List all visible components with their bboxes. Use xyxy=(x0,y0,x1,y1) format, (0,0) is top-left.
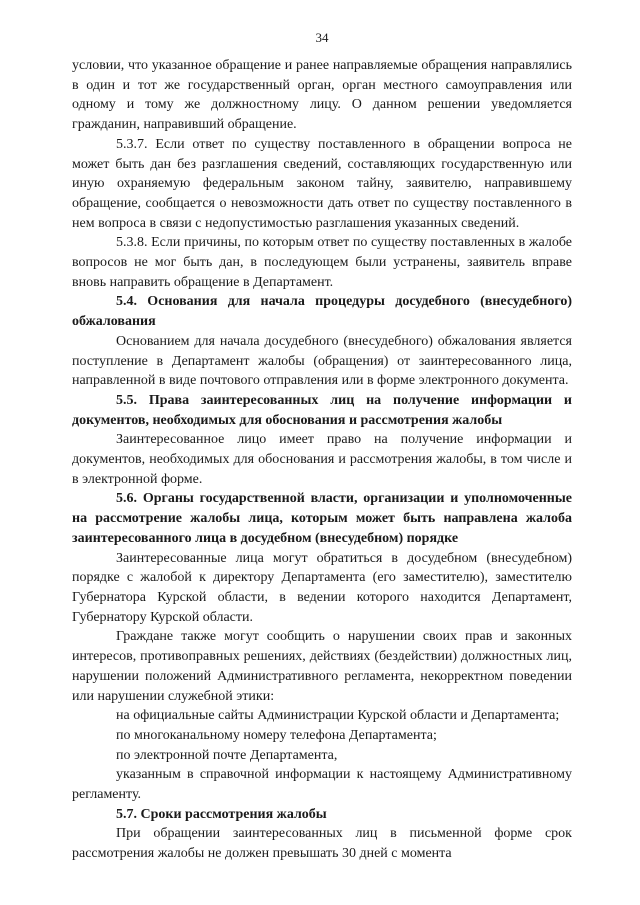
paragraph-5-7-body: При обращении заинтересованных лиц в письменной форме срок рассмотрения жалобы не должен превышать 30 дней с момента xyxy=(72,826,572,862)
document-page xyxy=(72,0,572,905)
paragraph-5-3-7: 5.3.7. Если ответ по существу поставленного в обращении вопроса не может быть дан без разглашения сведений, составляющих государственную или иную охраняемую федеральным законом тайну, заявителю, направившему обращение, сообщается о невозможности дать ответ по существу поставленного в нем вопроса в связи с недопустимостью разглашения указанных сведений. xyxy=(72,136,572,231)
list-item-email: по электронной почте Департамента, xyxy=(116,747,338,763)
section-heading-5-7: 5.7. Сроки рассмотрения жалобы xyxy=(116,806,327,822)
paragraph-5-6-citizens: Граждане также могут сообщить о нарушении своих прав и законных интересов, противоправных решениях, действиях (бездействии) должностных лиц, нарушении положений Административного регламента, некорректном поведении или нарушении служебной этики: xyxy=(72,629,572,704)
list-item-reference: указанным в справочной информации к настоящему Административному регламенту. xyxy=(72,767,572,803)
list-item-websites: на официальные сайты Администрации Курской области и Департамента; xyxy=(116,708,560,724)
section-heading-5-6: 5.6. Органы государственной власти, организации и уполномоченные на рассмотрение жалобы лица, которым может быть направлена жалоба заинтересованного лица в досудебном (внесудебном) порядке xyxy=(72,491,572,546)
paragraph-5-5-body: Заинтересованное лицо имеет право на получение информации и документов, необходимых для обоснования и рассмотрения жалобы, в том числе и в электронной форме. xyxy=(72,432,572,487)
paragraph-5-3-8: 5.3.8. Если причины, по которым ответ по существу поставленных в жалобе вопросов не мог быть дан, в последующем были устранены, заявитель вправе вновь направить обращение в Департамент. xyxy=(72,235,572,290)
paragraph-continuation: условии, что указанное обращение и ранее направляемые обращения направлялись в один и тот же государственный орган, орган местного самоуправления или одному и тому же должностному лицу. О данном решении уведомляется гражданин, направивший обращение. xyxy=(72,58,572,133)
paragraph-5-6-body: Заинтересованные лица могут обратиться в досудебном (внесудебном) порядке с жалобой к директору Департамента (его заместителю), заместителю Губернатора Курской области, в ведении которого находится Департамент, Губернатору Курской области. xyxy=(72,550,572,625)
section-heading-5-5: 5.5. Права заинтересованных лиц на получение информации и документов, необходимых для обоснования и рассмотрения жалобы xyxy=(72,392,572,428)
paragraph-5-4-body: Основанием для начала досудебного (внесудебного) обжалования является поступление в Департамент жалобы (обращения) от заинтересованного лица, направленной в виде почтового отправления или в форме электронного документа. xyxy=(72,333,572,389)
list-item-phone: по многоканальному номеру телефона Департамента; xyxy=(116,727,437,743)
section-heading-5-4: 5.4. Основания для начала процедуры досудебного (внесудебного) обжалования xyxy=(72,294,572,330)
page-number: 34 xyxy=(315,30,329,45)
document-body xyxy=(72,56,572,864)
